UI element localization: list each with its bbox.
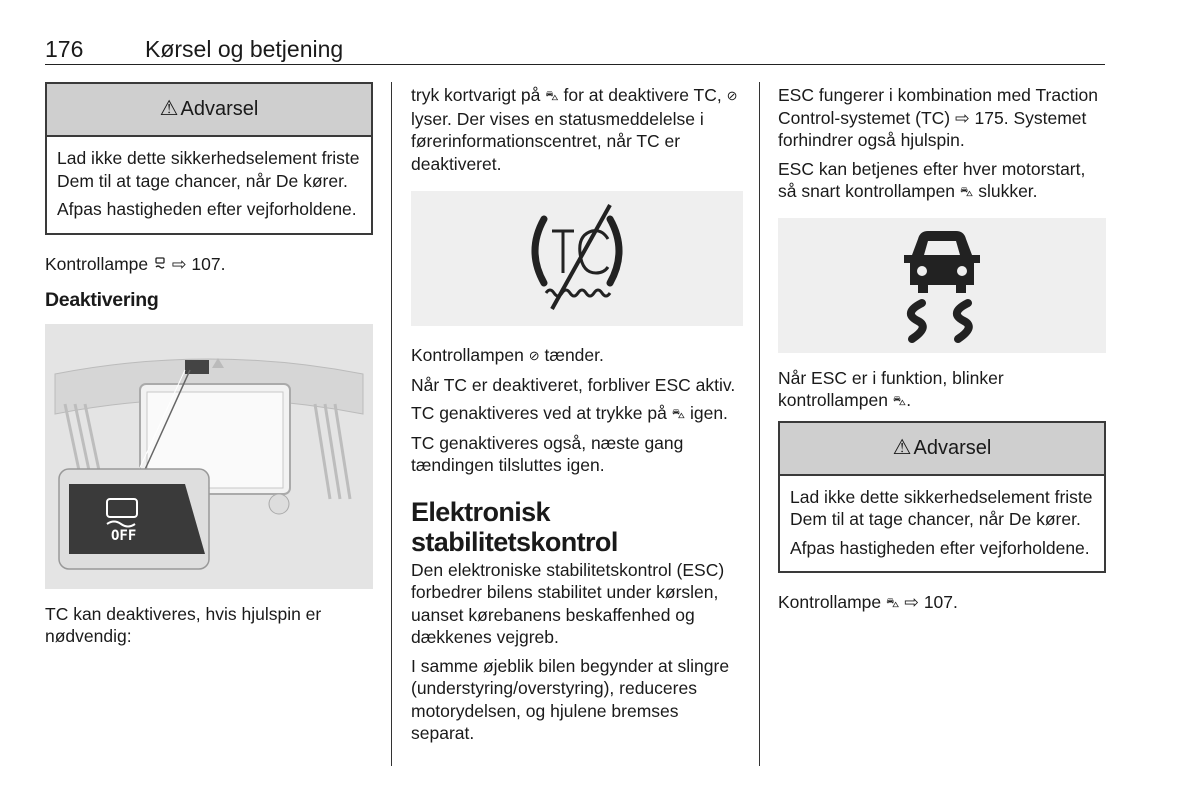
paragraph: Når TC er deaktiveret, forbliver ESC aktiv.	[411, 374, 736, 395]
warning-triangle-icon: ⚠	[159, 97, 179, 121]
esc-lamp-figure	[778, 218, 1106, 353]
control-lamp-ref: Kontrollampe ⛍ ⇨ 107.	[778, 591, 1106, 615]
warning-text: Afpas hastigheden efter vejforholdene.	[790, 537, 1090, 558]
ref-arrow-icon: ⇨	[171, 253, 187, 274]
paragraph: ESC kan betjenes efter hver motorstart, så snart kontrollampen ⛍ slukker.	[778, 158, 1106, 204]
tc-off-lamp-icon	[522, 201, 632, 316]
tc-off-icon: ⊘	[528, 348, 540, 363]
subheading: Deaktivering	[45, 289, 159, 311]
paragraph: Den elektroniske stabilitetskontrol (ESC) forbedrer bilens stabilitet under kørslen, uanset kørebanens beskaffenhed og dækkenes vejgreb.	[411, 559, 725, 647]
warning-body	[780, 476, 1104, 572]
warning-text: Lad ikke dette sikkerhedselement friste Dem til at tage chancer, når De kører.	[790, 486, 1093, 529]
warning-title: Advarsel	[913, 436, 992, 459]
paragraph: TC kan deaktiveres, hvis hjulspin er nødvendig:	[45, 603, 322, 646]
warning-title: Advarsel	[180, 98, 259, 121]
warning-box	[778, 421, 1106, 574]
esc-lamp-icon: ⛍	[892, 393, 907, 408]
control-lamp-ref: Kontrollampe ⇨ 107.	[45, 253, 226, 274]
column-2	[411, 84, 743, 751]
paragraph: TC genaktiveres også, næste gang tændingen tilsluttes igen.	[411, 432, 684, 475]
dashboard-photo	[45, 324, 373, 589]
ref-arrow-icon: ⇨	[904, 592, 919, 612]
column-3	[778, 84, 1106, 621]
page-number: 176	[45, 36, 84, 62]
column-1	[45, 78, 373, 654]
section-heading: Elektronisk stabilitetskontrol	[411, 496, 618, 557]
esc-skid-car-icon	[892, 225, 992, 345]
section-title: Kørsel og betjening	[145, 36, 344, 62]
paragraph: ESC fungerer i kombination med Traction Control-systemet (TC) ⇨ 175. Systemet forhindrer også hjulspin.	[778, 85, 1099, 150]
warning-header	[780, 423, 1104, 476]
warning-text: Afpas hastigheden efter vejforholdene.	[57, 199, 357, 219]
column-divider	[759, 82, 760, 766]
warning-body	[47, 137, 371, 233]
tc-off-icon: ⊘	[726, 88, 738, 103]
dashboard-illustration	[45, 324, 373, 589]
warning-box	[45, 82, 373, 235]
esc-lamp-icon: ⛍	[886, 595, 900, 610]
esc-lamp-icon: ⛍	[959, 184, 974, 199]
warning-triangle-icon: ⚠	[892, 435, 912, 459]
paragraph: TC genaktiveres ved at trykke på ⛍ igen.	[411, 402, 743, 426]
paragraph: tryk kortvarigt på ⛍ for at deaktivere TC, ⊘ lyser. Der vises en statusmeddelelse i førerinformationscentret, når TC er deaktiveret.	[411, 85, 738, 174]
esc-button-icon: ⛍	[671, 406, 686, 421]
ref-arrow-icon: ⇨	[954, 107, 970, 128]
paragraph: I samme øjeblik bilen begynder at slingre (understyring/overstyring), reduceres motorydelsen, og hjulene bremses separat.	[411, 655, 730, 743]
page-header	[45, 36, 1105, 66]
tc-off-lamp-figure	[411, 191, 743, 326]
warning-text: Lad ikke dette sikkerhedselement friste Dem til at tage chancer, når De kører.	[57, 148, 360, 191]
off-label: OFF	[111, 527, 137, 544]
paragraph: Kontrollampen ⊘ tænder.	[411, 344, 743, 368]
esc-lamp-icon	[153, 257, 167, 271]
column-divider	[391, 82, 392, 766]
esc-button-icon: ⛍	[545, 88, 559, 103]
header-rule	[45, 64, 1105, 65]
warning-header	[47, 84, 371, 137]
paragraph: Når ESC er i funktion, blinker kontrollampen ⛍.	[778, 367, 1106, 413]
